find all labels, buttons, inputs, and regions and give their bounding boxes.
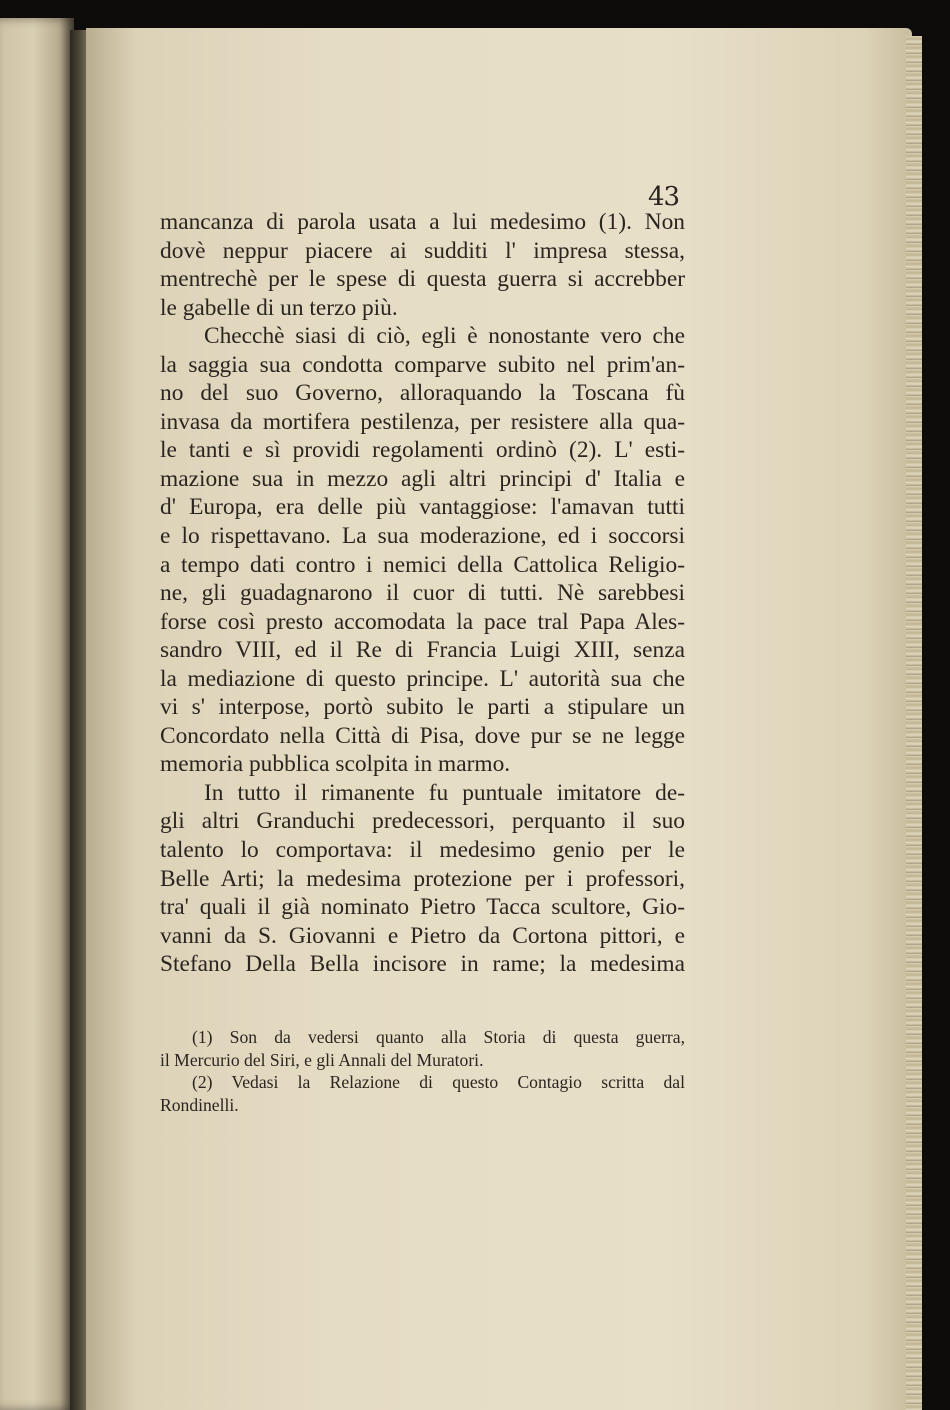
footnotes xyxy=(160,1026,685,1116)
text-line: a tempo dati contro i nemici della Cattolica Religio- xyxy=(160,551,685,578)
page-stack-edge xyxy=(906,36,922,1410)
text-line: In tutto il rimanente fu puntuale imitatore de- xyxy=(204,779,685,806)
text-line: le tanti e sì providi regolamenti ordinò (2). L' esti- xyxy=(160,437,685,464)
text-line: no del suo Governo, alloraquando la Toscana fù xyxy=(160,380,685,407)
text-line: la mediazione di questo principe. L' autorità sua che xyxy=(160,665,685,692)
text-line: talento lo comportava: il medesimo genio per le xyxy=(160,837,685,864)
text-line: ne, gli guadagnarono il cuor di tutti. Nè sarebbesi xyxy=(160,580,685,607)
background-edge xyxy=(922,40,950,1410)
text-line: Stefano Della Bella incisore in rame; la medesima xyxy=(160,951,685,978)
text-line: memoria pubblica scolpita in marmo. xyxy=(160,751,511,778)
text-line: la saggia sua condotta comparve subito nel prim'an- xyxy=(160,351,685,378)
text-line: mentrechè per le spese di questa guerra si accrebber xyxy=(160,266,685,293)
text-line: tra' quali il già nominato Pietro Tacca scultore, Gio- xyxy=(160,894,685,921)
footnote-line: (2) Vedasi la Relazione di questo Contagio scritta dal xyxy=(192,1072,685,1092)
footnote-line: Rondinelli. xyxy=(160,1094,239,1115)
text-line: Belle Arti; la medesima protezione per i professori, xyxy=(160,865,685,892)
text-line: e lo rispettavano. La sua moderazione, ed i soccorsi xyxy=(160,523,685,550)
left-page-edge xyxy=(0,18,74,1410)
text-line: vanni da S. Giovanni e Pietro da Cortona pittori, e xyxy=(160,922,685,949)
text-line: vi s' interpose, portò subito le parti a stipulare un xyxy=(160,694,685,721)
text-line: le gabelle di un terzo più. xyxy=(160,294,398,321)
page-number: 43 xyxy=(648,182,680,212)
text-line: d' Europa, era delle più vantaggiose: l'amavan tutti xyxy=(160,494,685,521)
text-line: forse così presto accomodata la pace tral Papa Ales- xyxy=(160,608,685,635)
text-line: sandro VIII, ed il Re di Francia Luigi XIII, senza xyxy=(160,637,685,664)
text-line: mazione sua in mezzo agli altri principi d' Italia e xyxy=(160,465,685,492)
text-line: invasa da mortifera pestilenza, per resistere alla qua- xyxy=(160,408,685,435)
text-line: dovè neppur piacere ai sudditi l' impresa stessa, xyxy=(160,237,685,264)
text-line: gli altri Granduchi predecessori, perquanto il suo xyxy=(160,808,685,835)
footnote-line: (1) Son da vedersi quanto alla Storia di questa guerra, xyxy=(192,1027,685,1047)
body-text xyxy=(160,208,685,979)
text-line: mancanza di parola usata a lui medesimo (1). Non xyxy=(160,209,685,235)
text-line: Checchè siasi di ciò, egli è nonostante vero che xyxy=(204,323,685,350)
footnote-line: il Mercurio del Siri, e gli Annali del Muratori. xyxy=(160,1049,484,1070)
text-line: Concordato nella Città di Pisa, dove pur se ne legge xyxy=(160,722,685,749)
